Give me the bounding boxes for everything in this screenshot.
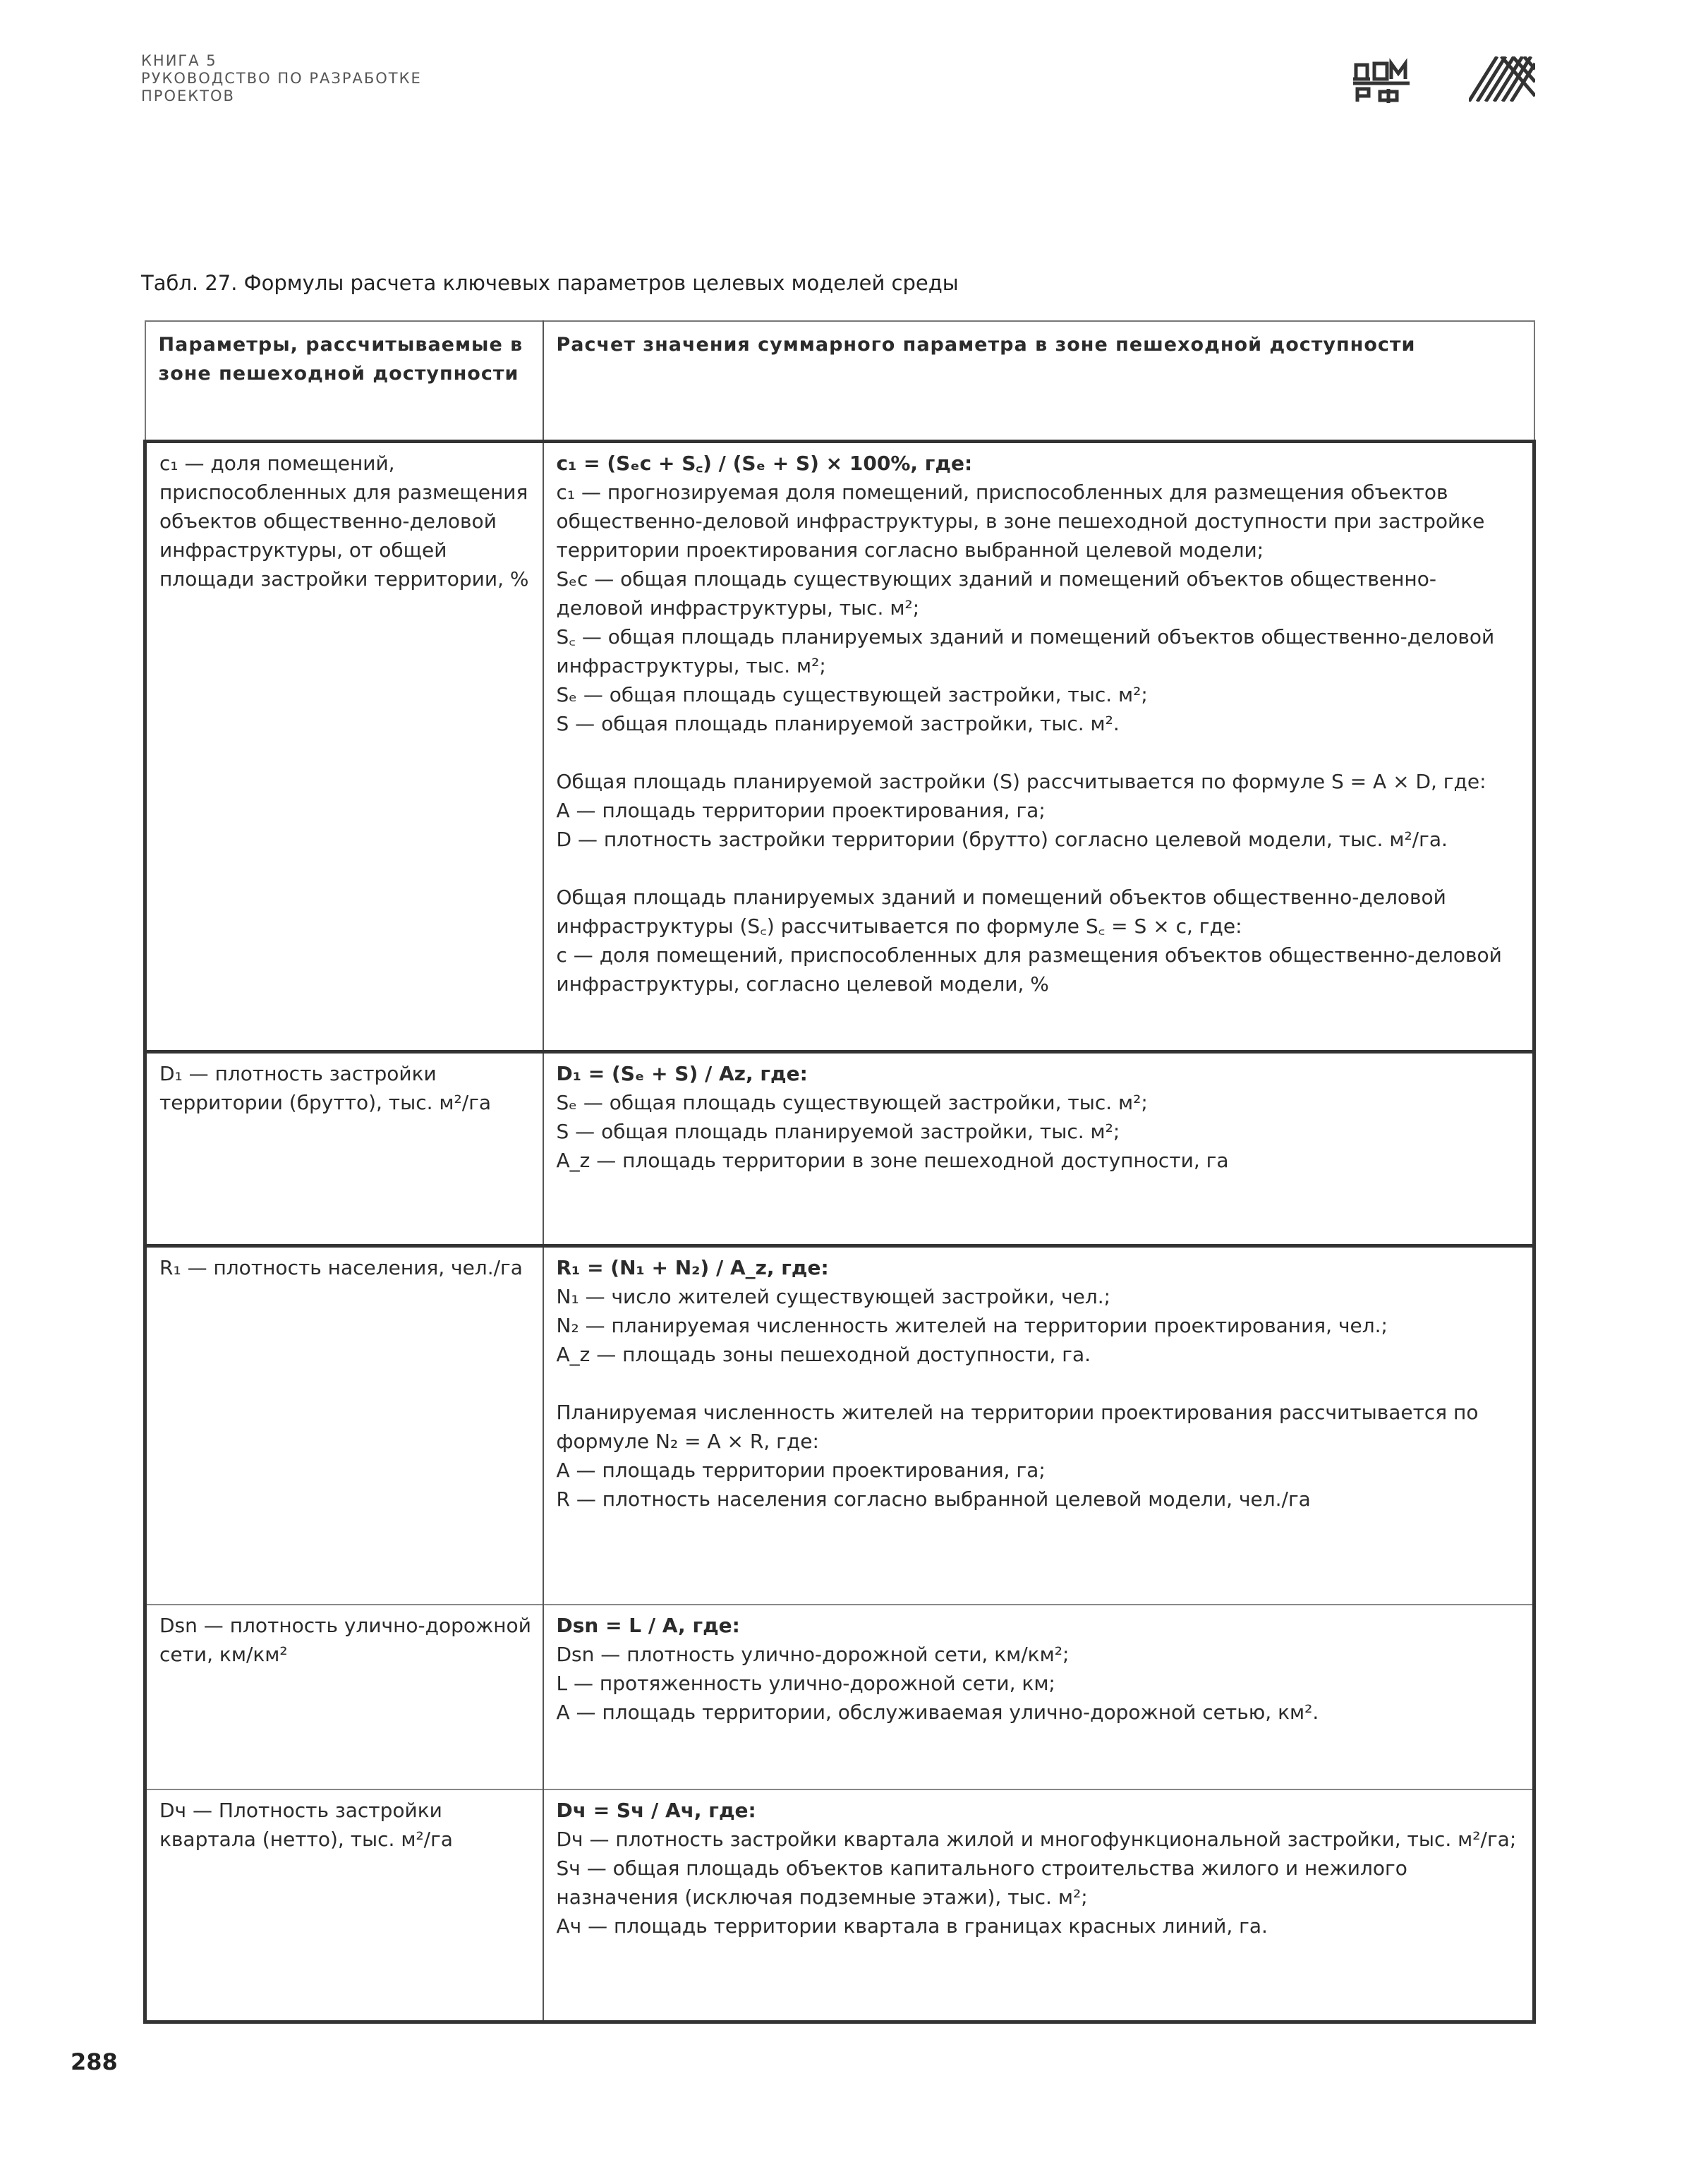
definition-line: Sₑ — общая площадь существующей застройки, тыс. м²; (556, 1091, 1148, 1114)
definition-line: Общая площадь планируемых зданий и помещений объектов общественно-деловой инфраструктуры (S꜀) рассчитывается по формуле S꜀ = S × c, где: (556, 886, 1446, 938)
column-header-params: Параметры, рассчитываемые в зоне пешеходной доступности (145, 321, 543, 442)
parameter-cell: c₁ — доля помещений, приспособленных для размещения объектов общественно-деловой инфраструктуры, от общей площади застройки территории, % (145, 442, 543, 1052)
definition-line: Dч — плотность застройки квартала жилой и многофункциональной застройки, тыс. м²/га; (556, 1828, 1517, 1851)
page-number: 288 (71, 2048, 118, 2075)
definition-line: A — площадь территории, обслуживаемая улично-дорожной сетью, км². (556, 1701, 1319, 1724)
definition-line: A_z — площадь территории в зоне пешеходной доступности, га (556, 1149, 1229, 1172)
formula-line: c₁ = (Sₑc + S꜀) / (Sₑ + S) × 100%, где: (556, 452, 973, 475)
calculation-cell (543, 1052, 1534, 1246)
spacer (557, 1369, 1523, 1398)
definition-line: D — плотность застройки территории (брутто) согласно целевой модели, тыс. м²/га. (556, 828, 1448, 851)
definition-line: c₁ — прогнозируемая доля помещений, приспособленных для размещения объектов общественно-деловой инфраструктуры, в зоне пешеходной доступности при застройке территории проектирования согласно выбранной целевой модели; (556, 481, 1485, 562)
table-row (145, 442, 1534, 1052)
formula-line: D₁ = (Sₑ + S) / Az, где: (556, 1062, 808, 1085)
parameter-cell: Dч — Плотность застройки квартала (нетто), тыс. м²/га (145, 1789, 543, 2022)
definition-line: Sₑ — общая площадь существующей застройки, тыс. м²; (556, 683, 1148, 706)
definition-line: A_z — площадь зоны пешеходной доступности, га. (556, 1343, 1091, 1366)
definition-line: Sч — общая площадь объектов капитального строительства жилого и нежилого назначения (исключая подземные этажи), тыс. м²; (556, 1857, 1407, 1909)
definition-line: L — протяженность улично-дорожной сети, км; (556, 1672, 1055, 1695)
definition-line: A — площадь территории проектирования, га; (556, 799, 1046, 822)
stripes-emblem (1469, 56, 1535, 102)
spacer (557, 738, 1523, 767)
definition-line: Планируемая численность жителей на территории проектирования рассчитывается по формуле N₂ = A × R, где: (556, 1401, 1479, 1453)
running-header (141, 52, 422, 105)
calculation-cell (543, 1789, 1534, 2022)
table-row (145, 1052, 1534, 1246)
definition-line: Dsn — плотность улично-дорожной сети, км/км²; (556, 1643, 1070, 1666)
parameter-cell: D₁ — плотность застройки территории (брутто), тыс. м²/га (145, 1052, 543, 1246)
table-row (145, 1246, 1534, 1605)
definition-line: c — доля помещений, приспособленных для размещения объектов общественно-деловой инфраструктуры, согласно целевой модели, % (556, 943, 1502, 996)
table-row (145, 1789, 1534, 2022)
book-title-line: РУКОВОДСТВО ПО РАЗРАБОТКЕ (141, 70, 422, 87)
definition-line: R — плотность населения согласно выбранной целевой модели, чел./га (556, 1487, 1311, 1511)
parameter-cell: R₁ — плотность населения, чел./га (145, 1246, 543, 1605)
formula-line: Dsn = L / A, где: (556, 1614, 740, 1637)
table-row (145, 1605, 1534, 1789)
formula-line: Dч = Sч / Aч, где: (556, 1799, 756, 1822)
table-header-row (145, 321, 1534, 442)
definition-line: Aч — площадь территории квартала в границах красных линий, га. (556, 1914, 1268, 1938)
definition-line: Общая площадь планируемой застройки (S) рассчитывается по формуле S = A × D, где: (556, 770, 1486, 793)
formulas-table (143, 320, 1536, 2024)
calculation-cell (543, 1605, 1534, 1789)
table-caption: Табл. 27. Формулы расчета ключевых параметров целевых моделей среды (141, 271, 959, 295)
definition-line: A — площадь территории проектирования, га; (556, 1459, 1046, 1482)
definition-line: Sₑc — общая площадь существующих зданий и помещений объектов общественно-деловой инфраструктуры, тыс. м²; (556, 567, 1436, 620)
book-title-line: ПРОЕКТОВ (141, 87, 235, 104)
definition-line: N₁ — число жителей существующей застройки, чел.; (556, 1285, 1111, 1308)
definition-line: N₂ — планируемая численность жителей на территории проектирования, чел.; (556, 1314, 1388, 1337)
parameter-cell: Dsn — плотность улично-дорожной сети, км/км² (145, 1605, 543, 1789)
calculation-cell (543, 1246, 1534, 1605)
dom-rf-logo (1353, 55, 1411, 104)
spacer (557, 854, 1523, 883)
column-header-calculation: Расчет значения суммарного параметра в зоне пешеходной доступности (543, 321, 1534, 442)
definition-line: S — общая площадь планируемой застройки, тыс. м²; (556, 1120, 1120, 1143)
formula-line: R₁ = (N₁ + N₂) / A_z, где: (556, 1256, 829, 1279)
definition-line: S — общая площадь планируемой застройки, тыс. м². (556, 712, 1120, 735)
calculation-cell (543, 442, 1534, 1052)
definition-line: S꜀ — общая площадь планируемых зданий и помещений объектов общественно-деловой инфраструктуры, тыс. м²; (556, 625, 1495, 677)
book-title-line: КНИГА 5 (141, 52, 217, 69)
